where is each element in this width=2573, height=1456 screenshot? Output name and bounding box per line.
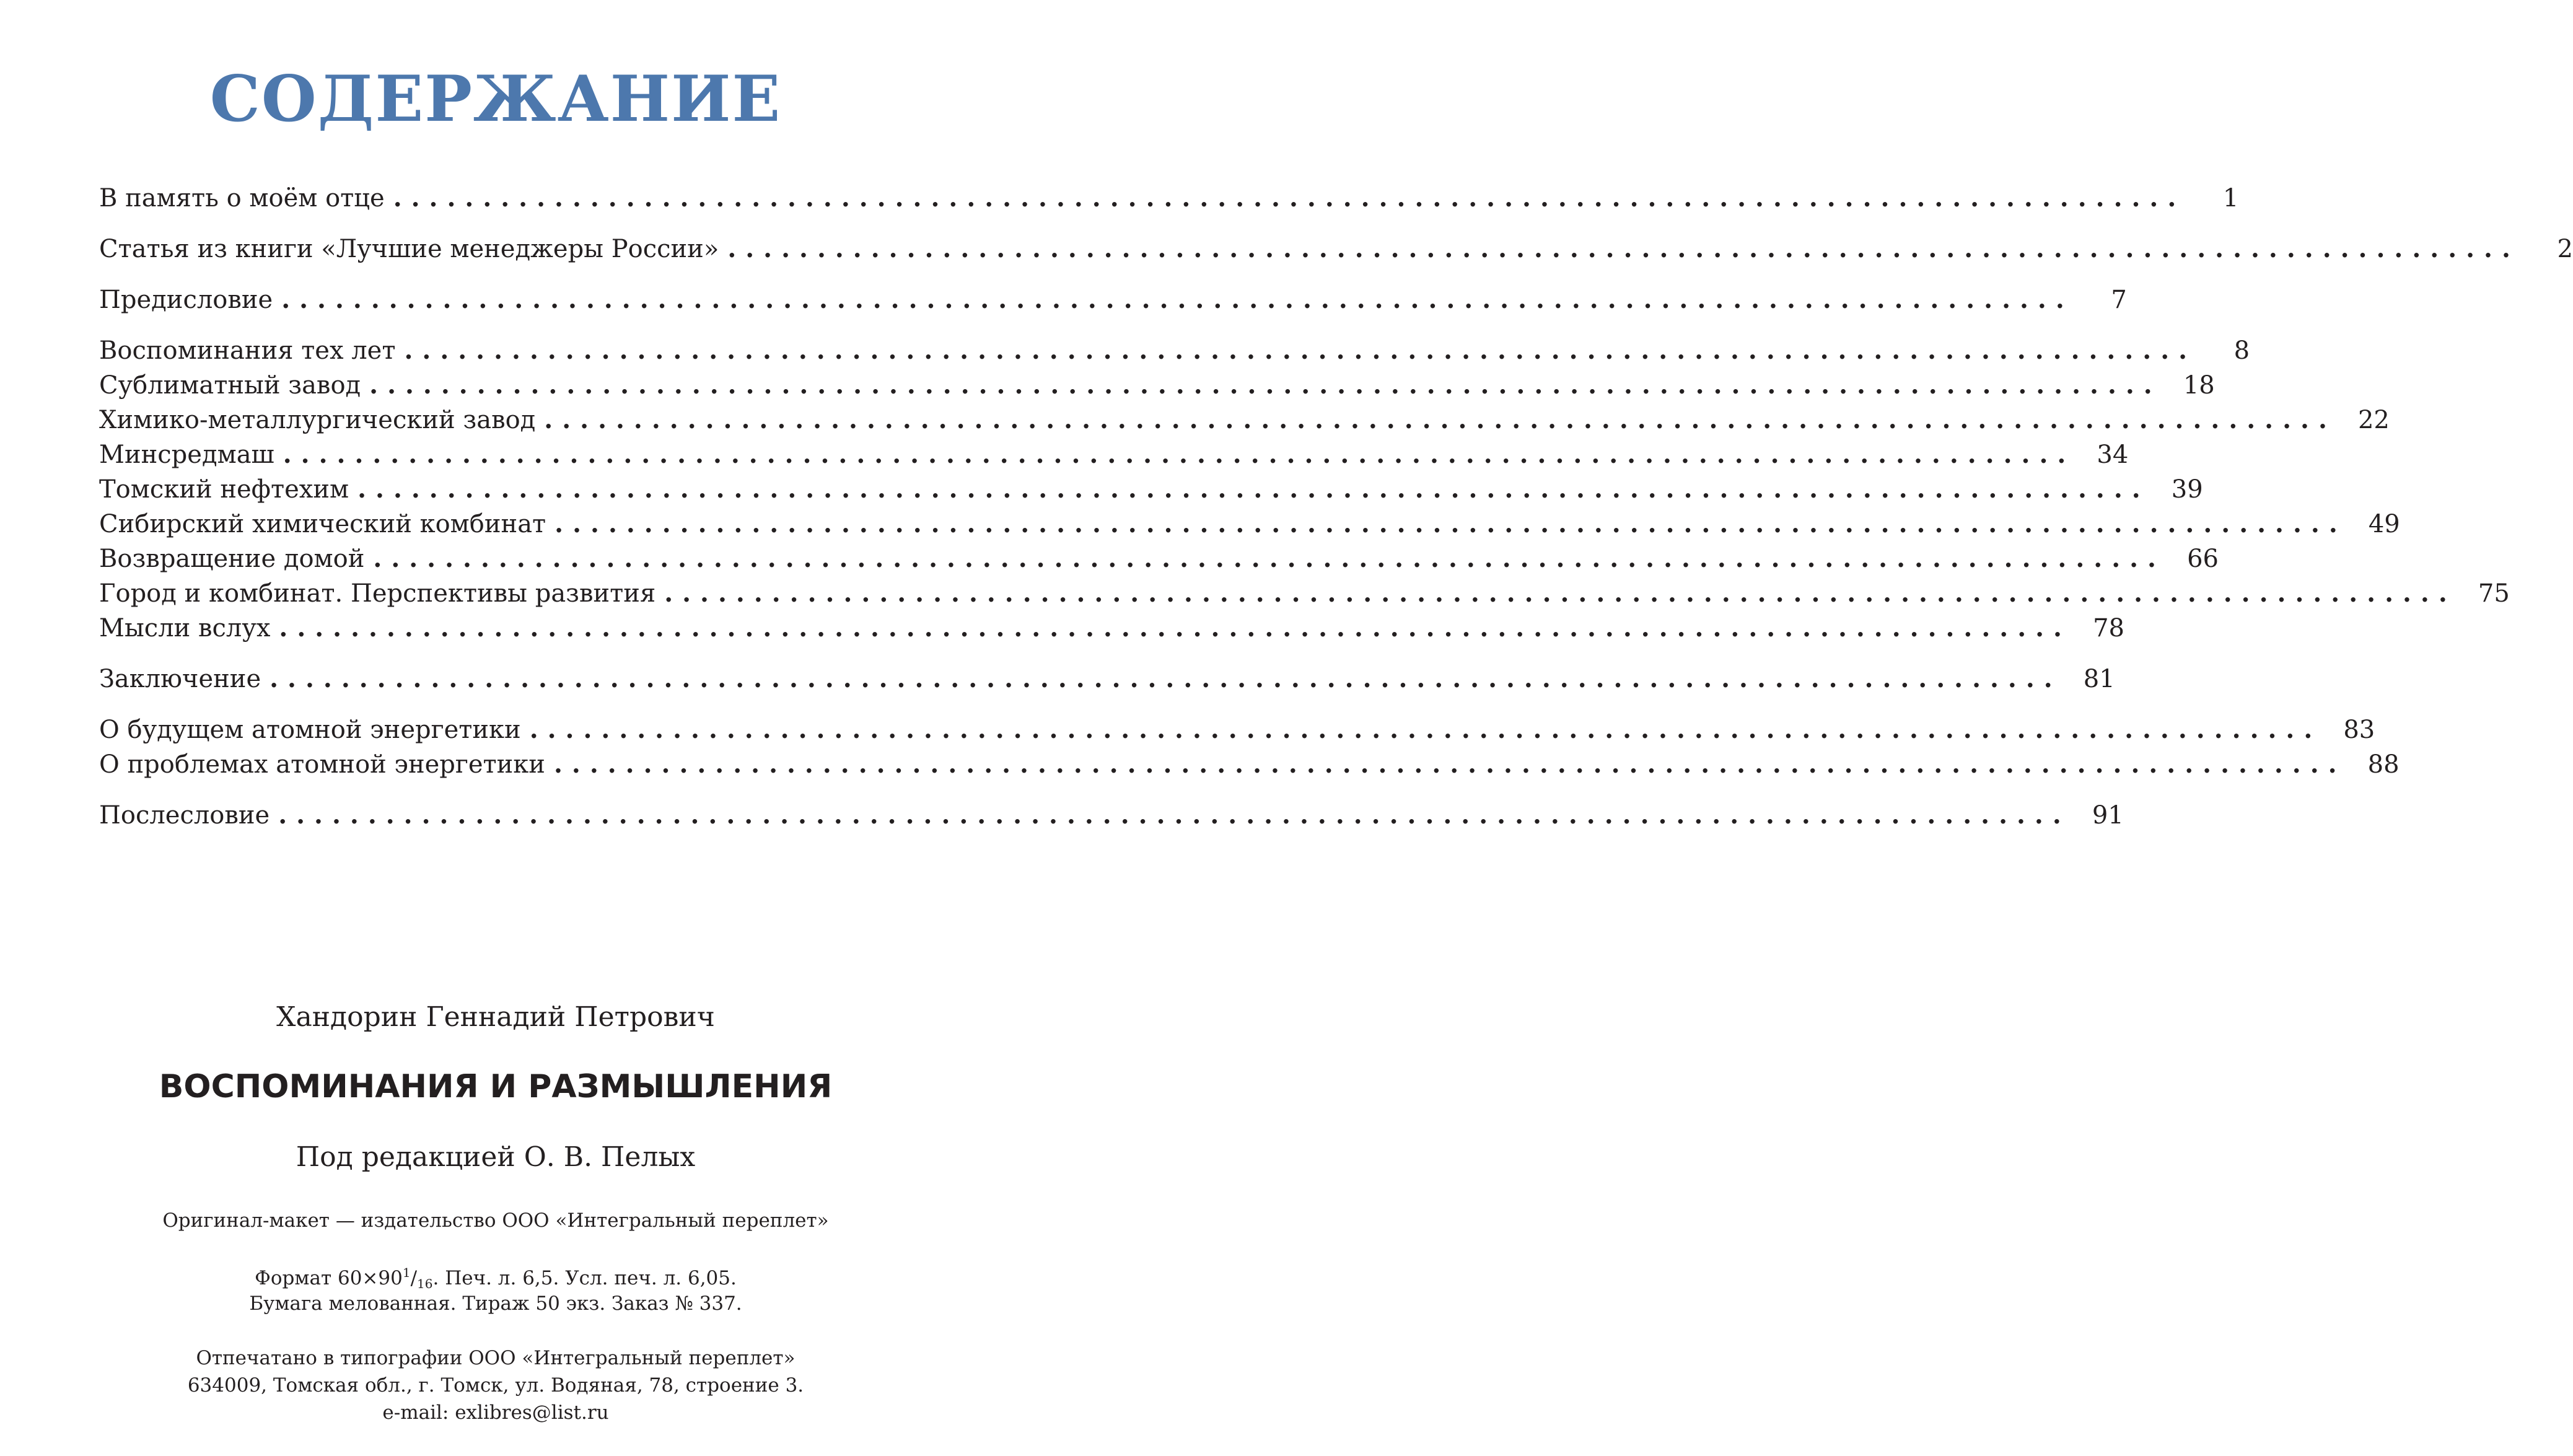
dot-leader: ....................................................................................................: [270, 664, 2062, 693]
format-slash: /: [410, 1267, 418, 1289]
dot-leader: ....................................................................................................: [404, 336, 2197, 365]
toc-entry[interactable]: [99, 437, 2129, 472]
toc-entry[interactable]: [99, 333, 2250, 368]
paper-info: Бумага мелованная. Тираж 50 экз. Заказ № 337.: [249, 1292, 742, 1315]
book-title: ВОСПОМИНАНИЯ И РАЗМЫШЛЕНИЯ: [159, 1068, 833, 1105]
toc-entry-label: Заключение: [99, 665, 261, 693]
format-fraction: [403, 1267, 433, 1289]
dot-leader: ....................................................................................................: [664, 579, 2457, 608]
toc-entry-label: О будущем атомной энергетики: [99, 716, 521, 744]
toc-entry-page: 75: [2478, 579, 2510, 608]
dot-leader: ....................................................................................................: [281, 285, 2074, 314]
toc-entry-label: Статья из книги «Лучшие менеджеры России»: [99, 235, 719, 263]
toc-entry-label: Воспоминания тех лет: [99, 336, 396, 365]
toc-entry-page: 7: [2111, 286, 2127, 314]
toc-entry[interactable]: [99, 181, 2239, 216]
toc-entry-label: Минсредмаш: [99, 441, 274, 469]
format-suffix: . Печ. л. 6,5. Усл. печ. л. 6,05.: [432, 1267, 737, 1289]
toc-entry-page: 2: [2557, 235, 2573, 263]
dot-leader: ....................................................................................................: [553, 750, 2346, 779]
toc-entry[interactable]: [99, 507, 2400, 542]
dot-leader: ....................................................................................................: [544, 405, 2336, 434]
format-prefix: Формат 60×90: [255, 1267, 403, 1289]
dot-leader: ....................................................................................................: [554, 509, 2347, 538]
dot-leader: ....................................................................................................: [369, 371, 2162, 400]
toc-entry-page: 88: [2367, 750, 2400, 779]
toc-entry-page: 39: [2171, 475, 2203, 504]
toc-entry-label: Мысли вслух: [99, 614, 271, 642]
toc-entry[interactable]: [99, 542, 2219, 576]
author-name: Хандорин Геннадий Петрович: [276, 1001, 715, 1033]
table-of-contents: [99, 0, 2573, 867]
toc-entry-label: В память о моём отце: [99, 184, 385, 213]
toc-entry-label: Томский нефтехим: [99, 475, 349, 504]
toc-entry-page: 1: [2222, 184, 2239, 213]
toc-entry[interactable]: [99, 283, 2127, 317]
toc-entry-page: 22: [2357, 406, 2390, 434]
toc-entry-page: 83: [2343, 716, 2375, 744]
layout-credit: Оригинал-макет — издательство ООО «Интегральный переплет»: [162, 1209, 829, 1232]
format-numerator: 1: [402, 1265, 411, 1280]
toc-entry[interactable]: [99, 798, 2124, 833]
dot-leader: ....................................................................................................: [393, 183, 2186, 213]
toc-entry-page: 49: [2368, 510, 2400, 538]
dot-leader: ....................................................................................................: [357, 475, 2150, 504]
editor-credit: Под редакцией О. В. Пелых: [296, 1141, 696, 1173]
toc-entry-label: Город и комбинат. Перспективы развития: [99, 579, 656, 608]
printer-address: 634009, Томская обл., г. Томск, ул. Водяная, 78, строение 3.: [187, 1374, 804, 1397]
printer-credit: Отпечатано в типографии ООО «Интегральный переплет»: [196, 1347, 796, 1369]
dot-leader: ....................................................................................................: [279, 613, 2071, 642]
page-title: СОДЕРЖАНИЕ: [209, 62, 782, 136]
toc-entry-label: Послесловие: [99, 801, 270, 830]
dot-leader: ....................................................................................................: [278, 800, 2071, 830]
format-denominator: 16: [417, 1276, 433, 1291]
toc-entry-label: О проблемах атомной энергетики: [99, 750, 545, 779]
toc-entry[interactable]: [99, 232, 2573, 266]
toc-entry-page: 66: [2187, 545, 2219, 573]
toc-entry[interactable]: [99, 713, 2375, 747]
toc-entry-page: 18: [2183, 371, 2215, 400]
dot-leader: ....................................................................................................: [529, 715, 2322, 744]
toc-entry[interactable]: [99, 662, 2115, 696]
toc-entry-label: Сибирский химический комбинат: [99, 510, 546, 538]
printer-email[interactable]: e-mail: exlibres@list.ru: [382, 1401, 609, 1424]
dot-leader: ....................................................................................................: [727, 234, 2520, 263]
toc-entry-label: Возвращение домой: [99, 545, 365, 573]
toc-entry-label: Предисловие: [99, 286, 273, 314]
toc-entry-label: Химико-металлургический завод: [99, 406, 536, 434]
toc-entry[interactable]: [99, 472, 2203, 507]
toc-entry[interactable]: [99, 611, 2124, 646]
toc-entry[interactable]: [99, 403, 2390, 437]
toc-entry-label: Сублиматный завод: [99, 371, 361, 400]
dot-leader: ....................................................................................................: [283, 440, 2075, 469]
toc-entry-page: 81: [2083, 665, 2115, 693]
toc-entry-page: 91: [2092, 801, 2124, 830]
toc-entry-page: 78: [2093, 614, 2124, 642]
toc-entry[interactable]: [99, 368, 2215, 403]
toc-entry[interactable]: [99, 747, 2400, 782]
toc-entry-page: 8: [2233, 336, 2250, 365]
dot-leader: ....................................................................................................: [373, 544, 2165, 573]
toc-entry[interactable]: [99, 576, 2510, 611]
toc-entry-page: 34: [2097, 441, 2129, 469]
